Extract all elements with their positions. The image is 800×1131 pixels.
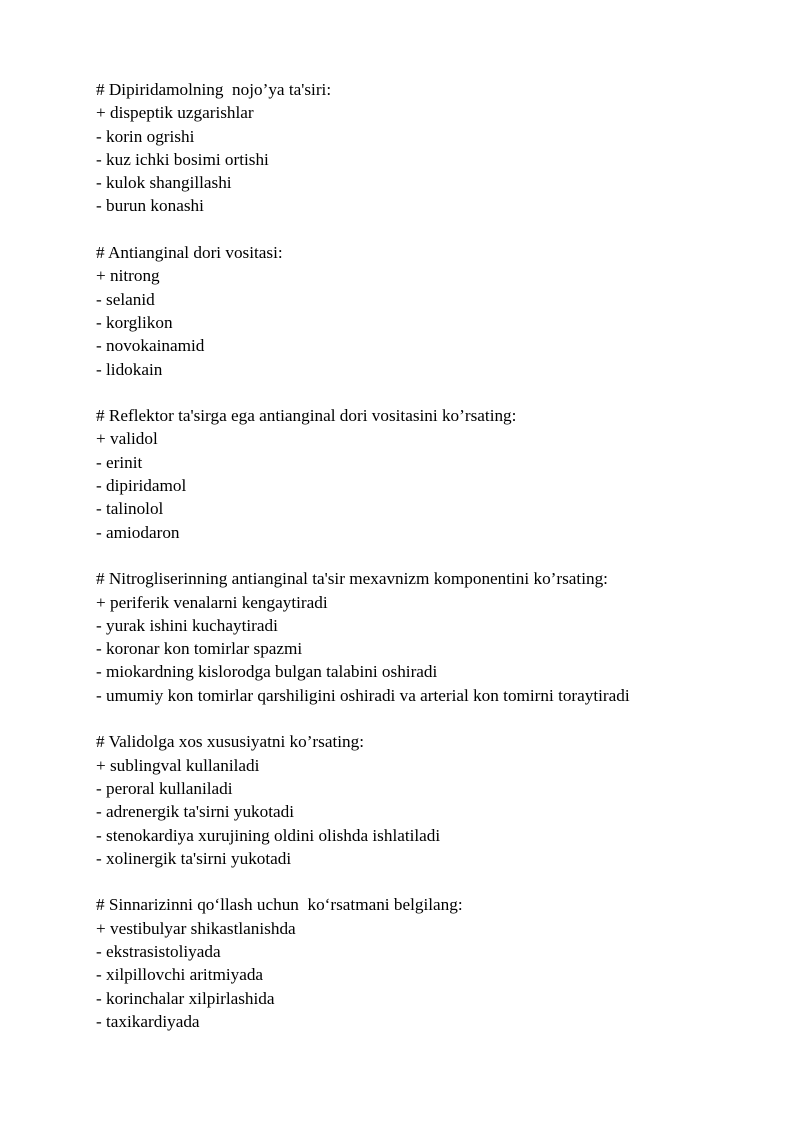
option: - stenokardiya xurujining oldini olishda ishlatiladi bbox=[96, 825, 441, 845]
option: - miokardning kislorodga bulgan talabini oshiradi bbox=[96, 662, 438, 682]
option: - adrenergik ta'sirni yukotadi bbox=[96, 802, 294, 822]
option: - talinolol bbox=[96, 499, 164, 519]
option: - dipiridamol bbox=[96, 476, 187, 496]
option: - ekstrasistoliyada bbox=[96, 941, 221, 961]
option: - yurak ishini kuchaytiradi bbox=[96, 615, 278, 635]
correct-option: + validol bbox=[96, 429, 158, 449]
question-block bbox=[96, 893, 776, 1033]
option: - umumiy kon tomirlar qarshiligini oshiradi va arterial kon tomirni toraytiradi bbox=[96, 685, 630, 705]
question-block bbox=[96, 78, 776, 218]
option: - korglikon bbox=[96, 312, 173, 332]
option: - novokainamid bbox=[96, 336, 205, 356]
option: - xolinergik ta'sirni yukotadi bbox=[96, 848, 292, 868]
option: - erinit bbox=[96, 452, 143, 472]
question-block bbox=[96, 404, 776, 544]
correct-option: + sublingval kullaniladi bbox=[96, 755, 260, 775]
option: - peroral kullaniladi bbox=[96, 778, 233, 798]
correct-option: + nitrong bbox=[96, 266, 160, 286]
correct-option: + vestibulyar shikastlanishda bbox=[96, 918, 296, 938]
question-text: # Validolga xos xususiyatni ko’rsating: bbox=[96, 732, 364, 752]
question-block bbox=[96, 730, 776, 870]
question-block bbox=[96, 241, 776, 381]
document-page bbox=[96, 78, 776, 1056]
option: - kuz ichki bosimi ortishi bbox=[96, 149, 269, 169]
option: - amiodaron bbox=[96, 522, 180, 542]
question-text: # Dipiridamolning nojo’ya ta'siri: bbox=[96, 80, 332, 99]
correct-option: + dispeptik uzgarishlar bbox=[96, 103, 254, 123]
option: - burun konashi bbox=[96, 196, 204, 216]
question-block bbox=[96, 567, 776, 707]
question-text: # Antianginal dori vositasi: bbox=[96, 243, 283, 263]
option: - korinchalar xilpirlashida bbox=[96, 988, 275, 1008]
question-text: # Nitrogliserinning antianginal ta'sir mexavnizm komponentini ko’rsating: bbox=[96, 569, 608, 589]
option: - lidokain bbox=[96, 359, 163, 379]
option: - selanid bbox=[96, 289, 155, 309]
question-text: # Reflektor ta'sirga ega antianginal dori vositasini ko’rsating: bbox=[96, 406, 517, 426]
option: - korin ogrishi bbox=[96, 126, 195, 146]
option: - xilpillovchi aritmiyada bbox=[96, 965, 264, 985]
option: - kulok shangillashi bbox=[96, 173, 232, 193]
option: - taxikardiyada bbox=[96, 1011, 200, 1031]
question-text: # Sinnarizinni qo‘llash uchun ko‘rsatmani belgilang: bbox=[96, 895, 463, 915]
correct-option: + periferik venalarni kengaytiradi bbox=[96, 592, 328, 612]
option: - koronar kon tomirlar spazmi bbox=[96, 639, 303, 659]
